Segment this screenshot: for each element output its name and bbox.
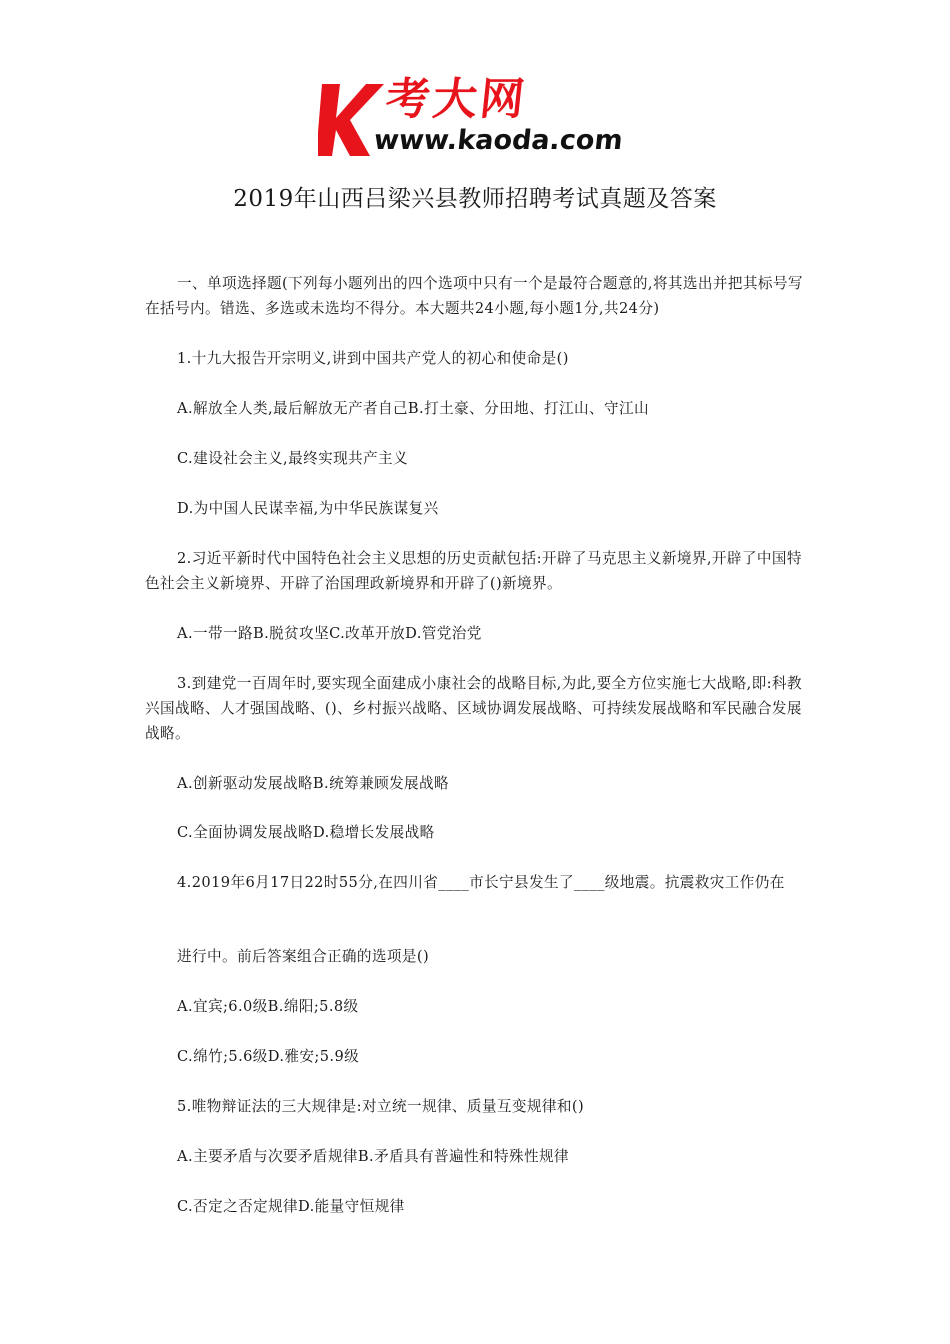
document-title: 2019年山西吕梁兴县教师招聘考试真题及答案 xyxy=(233,186,717,212)
question-1-option: D.为中国人民谋幸福,为中华民族谋复兴 xyxy=(177,500,439,517)
question-3: 3.到建党一百周年时,要实现全面建成小康社会的战略目标,为此,要全方位实施七大战略,即:科教兴国战略、人才强国战略、()、乡村振兴战略、区域协调发展战略、可持续发展战略和军民融合发展战略。 xyxy=(145,675,802,742)
question-2-option: A.一带一路B.脱贫攻坚C.改革开放D.管党治党 xyxy=(177,625,482,642)
question-2: 2.习近平新时代中国特色社会主义思想的历史贡献包括:开辟了马克思主义新境界,开辟了中国特色社会主义新境界、开辟了治国理政新境界和开辟了()新境界。 xyxy=(145,550,802,592)
section-heading: 一、单项选择题(下列每小题列出的四个选项中只有一个是最符合题意的,将其选出并把其标号写在括号内。错选、多选或未选均不得分。本大题共24小题,每小题1分,共24分) xyxy=(145,275,803,317)
question-3-option: C.全面协调发展战略D.稳增长发展战略 xyxy=(177,824,435,841)
question-4-option: C.绵竹;5.6级D.雅安;5.9级 xyxy=(177,1048,360,1065)
question-3-option: A.创新驱动发展战略B.统筹兼顾发展战略 xyxy=(177,775,450,792)
question-4-continuation: 进行中。前后答案组合正确的选项是() xyxy=(177,948,430,965)
question-1-option: A.解放全人类,最后解放无产者自己B.打土豪、分田地、打江山、守江山 xyxy=(177,400,650,417)
question-1: 1.十九大报告开宗明义,讲到中国共产党人的初心和使命是() xyxy=(177,350,569,367)
question-4-option: A.宜宾;6.0级B.绵阳;5.8级 xyxy=(177,998,359,1015)
site-logo[interactable] xyxy=(318,74,648,160)
question-1-option: C.建设社会主义,最终实现共产主义 xyxy=(177,450,409,467)
question-4: 4.2019年6月17日22时55分,在四川省____市长宁县发生了____级地震。抗震救灾工作仍在 xyxy=(177,874,785,891)
logo-url: www.kaoda.com xyxy=(372,125,625,156)
question-5: 5.唯物辩证法的三大规律是:对立统一规律、质量互变规律和() xyxy=(177,1098,585,1115)
question-5-option: C.否定之否定规律D.能量守恒规律 xyxy=(177,1198,405,1215)
question-5-option: A.主要矛盾与次要矛盾规律B.矛盾具有普遍性和特殊性规律 xyxy=(177,1148,569,1165)
logo-text-cn: 考大网 xyxy=(383,74,530,125)
